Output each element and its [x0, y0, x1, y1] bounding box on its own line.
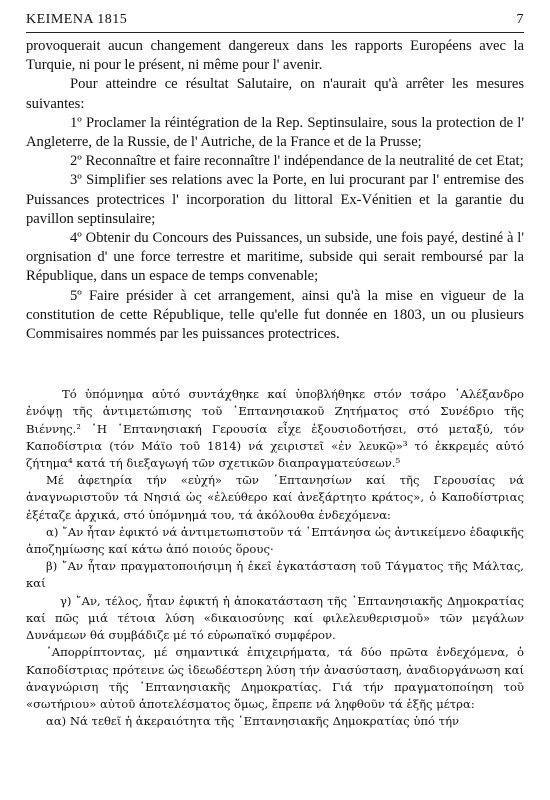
- french-measure-3: 3º Simplifier ses relations avec la Porte, en lui procurant par l' entremise des Puissances protectrices l' incorporation du littoral Ex-Vénitien et la garantie du pavillon septinsulaire;: [26, 172, 524, 227]
- greek-measure-aa: αα) Νά τεθεῖ ἡ ἀκεραιότητα τῆς ῾Επτανησιακῆς Δημοκρατίας ὑπό τήν: [46, 714, 460, 729]
- greek-paragraph-1: Τό ὑπόμνημα αὐτό συντάχθηκε καί ὑποβλήθηκε στόν τσάρο ᾿Αλέξανδρο ἐνόψῃ τῆς ἀντιμετώπισης τοῦ ῾Επτανησιακοῦ Ζητήματος στό Συνέδριο τῆς Βιέννης.² ῾Η ῾Επτανησιακή Γερουσία εἶχε ἐξουσιοδοτήσει, στό μεταξύ, τόν Καποδίστρια (τόν Μάϊο τοῦ 1814) νά χειριστεῖ «ἐν λευκῷ»³ τό ἐκκρεμές αὐτό ζήτημα⁴ κατά τή διεξαγωγή τῶν σχετικῶν διαπραγματεύσεων.⁵: [26, 387, 524, 471]
- greek-option-c: γ) ῎Αν, τέλος, ἦταν ἐφικτή ἡ ἀποκατάσταση τῆς ῾Επτανησιακῆς Δημοκρατίας καί πῶς μιά τέτοια λύση «δικαιοσύνης καί φιλελευθερισμοῦ» τῶν μεγάλων Δυνάμεων θά συμβάδιζε μέ τό εὐρωπαϊκό συμφέρον.: [26, 593, 524, 643]
- section-gap: [26, 344, 524, 386]
- french-measure-5: 5º Faire présider à cet arrangement, ainsi qu'à la mise en vigueur de la constitution de cette République, telle qu'elle fut donnée en 1803, un ou plusieurs Commisaires nommés par les puissances protectrices.: [26, 287, 524, 343]
- greek-commentary-text: [26, 386, 524, 730]
- french-measure-2: 2º Reconnaître et faire reconnaître l' indépendance de la neutralité de cet Etat;: [70, 153, 524, 170]
- page: [26, 12, 524, 730]
- running-head: [26, 12, 524, 30]
- greek-paragraph-2: Μέ ἀφετηρία τήν «εὐχή» τῶν ῾Επτανησίων καί τῆς Γερουσίας νά ἀναγνωριστοῦν τά Νησιά ὡς «ἐλεύθερο καί ἀνεξάρτητο κράτος», ὁ Καποδίστριας ἐξέταζε ἀρχικά, στό ὑπόμνημά του, τά ἀκόλουθα ἐνδεχόμενα:: [26, 473, 524, 522]
- greek-option-b: β) ῎Αν ἦταν πραγματοποιήσιμη ἡ ἐκεῖ ἐγκατάσταση τοῦ Τάγματος τῆς Μάλτας, καί: [26, 559, 524, 591]
- french-measure-4: 4º Obtenir du Concours des Puissances, un subside, une fois payé, destiné à l' orgnisation d' une force terrestre et maritime, subside qui serait remboursé par la République, dans un espace de temps convenable;: [26, 230, 524, 285]
- header-rule: [26, 32, 524, 33]
- french-measure-1: 1º Proclamer la réintégration de la Rep. Septinsulaire, sous la protection de l' Angleterre, de la Russie, de l' Autriche, de la France et de la Prusse;: [26, 114, 524, 151]
- page-number: 7: [516, 12, 524, 27]
- running-title: ΚΕΙΜΕΝΑ 1815: [26, 12, 128, 27]
- french-paragraph-1: provoquerait aucun changement dangereux dans les rapports Européens avec la Turquie, ni pour le présent, ni même pour l' avenir.: [26, 38, 524, 74]
- french-memorandum-text: [26, 37, 524, 344]
- greek-paragraph-3: ᾿Απορρίπτοντας, μέ σημαντικά ἐπιχειρήματα, τά δύο πρῶτα ἐνδεχόμενα, ὁ Καποδίστριας πρότεινε ὡς ἰδεωδέστερη λύση τήν ἀνασύσταση, ἀναδιοργάνωση καί ἀναγνώριση τῆς ῾Επτανησιακῆς Δημοκρατίας. Γιά τήν πραγματοποίηση τοῦ «σωτήριου» αὐτοῦ ἀποτελέσματος ὅμως, ἔπρεπε νά ληφθοῦν τά ἑξῆς μέτρα:: [26, 645, 524, 711]
- greek-option-a: α) ῎Αν ἦταν ἐφικτό νά ἀντιμετωπιστοῦν τά ῾Επτάνησα ὡς ἀντικείμενο ἐδαφικῆς ἀποζημίωσης καί κάτω ἀπό ποιούς ὅρους·: [26, 524, 524, 557]
- french-paragraph-2: Pour atteindre ce résultat Salutaire, on n'aurait qu'à arrêter les mesures suivantes:: [26, 76, 524, 112]
